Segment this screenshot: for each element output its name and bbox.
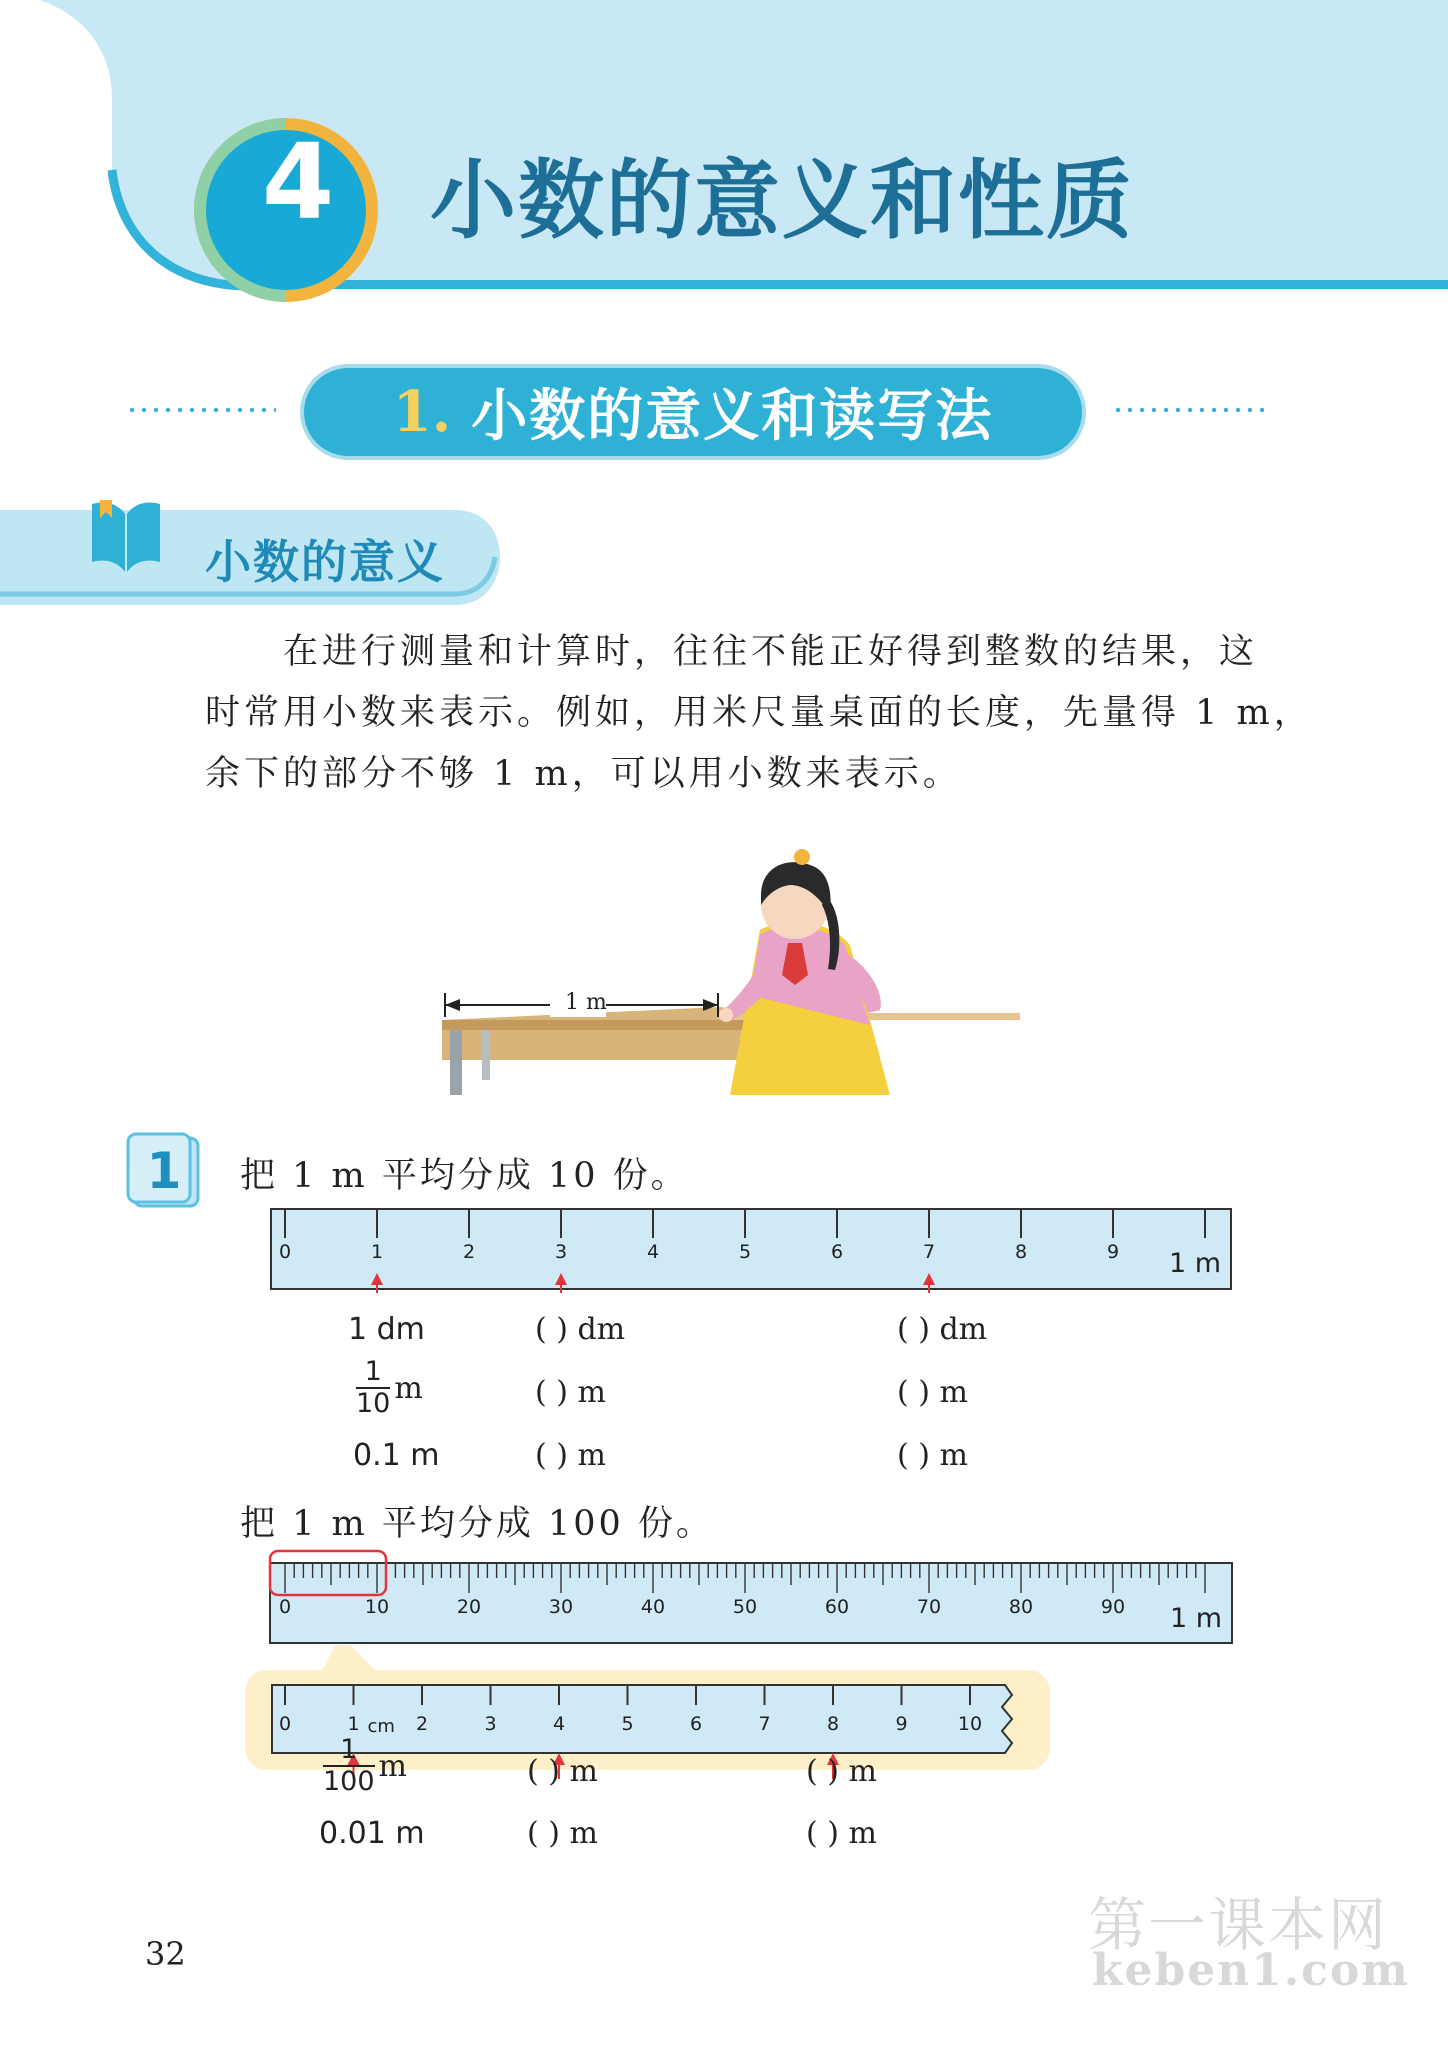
zoom-ruler-tick-label: 6 [689, 1713, 703, 1735]
ruler-tick-label: 70 [916, 1596, 942, 1618]
ruler-tick-label: 9 [1106, 1241, 1120, 1263]
watermark-en: keben1.com [1092, 1945, 1410, 1996]
zoom-ruler-tick-label: 5 [621, 1713, 634, 1735]
intro-paragraph [205, 622, 1313, 805]
ruler-tick-label: 30 [548, 1596, 574, 1618]
ruler-tick-label: 20 [456, 1596, 482, 1618]
ruler-tick-label: 0 [278, 1596, 292, 1618]
ruler-hundredths [240, 1545, 1240, 1855]
ruler-tick-label: 4 [646, 1241, 660, 1263]
ruler-tick-label: 50 [732, 1596, 758, 1618]
blank-m-b: ( ) m [897, 1375, 968, 1410]
ruler-tick-label: 60 [824, 1596, 850, 1618]
zoom-ruler-tick-label: 0 [278, 1713, 292, 1735]
section-heading [300, 364, 1086, 460]
open-book-icon [88, 496, 164, 580]
given-fraction-hundredth [323, 1736, 407, 1796]
ruler-tick-label: 90 [1100, 1596, 1126, 1618]
blank-m-a: ( ) m [535, 1375, 606, 1410]
section-title: 小数的意义和读写法 [471, 383, 994, 449]
part1-prompt: 把 1 m 平均分成 10 份。 [240, 1156, 689, 1196]
denominator: 100 [323, 1766, 375, 1797]
blank-m-f: ( ) m [806, 1754, 877, 1789]
ruler-tick-label: 5 [738, 1241, 752, 1263]
measuring-illustration [430, 835, 1030, 1100]
zoom-unit-label: cm [367, 1716, 395, 1737]
ruler-tick-label: 2 [462, 1241, 476, 1263]
zoom-ruler-tick-label: 8 [826, 1713, 840, 1735]
blank-dm-a: ( ) dm [535, 1312, 626, 1347]
zoom-ruler-tick-label: 2 [415, 1713, 429, 1735]
zoom-ruler-tick-label: 4 [552, 1713, 566, 1735]
section-dots-right [1112, 407, 1264, 413]
ruler-end-label: 1 m [1168, 1248, 1221, 1279]
given-0.1m: 0.1 m [353, 1438, 440, 1473]
ruler-tick-label: 8 [1014, 1241, 1028, 1263]
ruler-tick-label: 10 [364, 1596, 390, 1618]
given-0.01m: 0.01 m [319, 1816, 425, 1851]
ruler-tick-label: 0 [278, 1241, 292, 1263]
fraction [323, 1736, 375, 1796]
denominator: 10 [356, 1388, 391, 1419]
ruler-end-label: 1 m [1169, 1603, 1222, 1634]
blank-m-c: ( ) m [535, 1438, 606, 1473]
subsection-title: 小数的意义 [205, 535, 445, 589]
watermark-cn: 第一课本网 [1088, 1891, 1389, 1959]
blank-m-e: ( ) m [527, 1754, 598, 1789]
intro-line: 时常用小数来表示。例如，用米尺量桌面的长度，先量得 1 m， [205, 693, 1313, 733]
example-number: 1 [146, 1142, 182, 1200]
section-dots-left [126, 407, 276, 413]
intro-line: 在进行测量和计算时，往往不能正好得到整数的结果，这 [283, 632, 1259, 672]
ruler-tick-label: 40 [640, 1596, 666, 1618]
blank-m-d: ( ) m [897, 1438, 968, 1473]
given-fraction-tenth [356, 1358, 423, 1418]
zoom-ruler-tick-label: 9 [895, 1713, 908, 1735]
given-1dm: 1 dm [348, 1312, 425, 1347]
fraction-unit: m [378, 1748, 407, 1784]
ruler-tick-label: 1 [370, 1241, 384, 1263]
ruler-tenths [270, 1208, 1235, 1293]
section-number: 1. [392, 379, 452, 445]
numerator: 1 [340, 1734, 358, 1765]
blank-dm-b: ( ) dm [897, 1312, 988, 1347]
numerator: 1 [364, 1356, 382, 1387]
chapter-title: 小数的意义和性质 [430, 150, 1134, 251]
blank-m-g: ( ) m [527, 1816, 598, 1851]
intro-line: 余下的部分不够 1 m，可以用小数来表示。 [205, 754, 962, 794]
ruler-tick-label: 7 [922, 1241, 936, 1263]
zoom-ruler-tick-label: 1 [347, 1713, 360, 1735]
chapter-number: 4 [261, 121, 335, 243]
part2-prompt: 把 1 m 平均分成 100 份。 [240, 1504, 714, 1544]
ruler-tick-label: 6 [830, 1241, 844, 1263]
ruler-tick-label: 3 [554, 1241, 568, 1263]
fraction [356, 1358, 390, 1418]
blank-m-h: ( ) m [806, 1816, 877, 1851]
zoom-ruler-tick-label: 10 [957, 1713, 983, 1735]
page-number: 32 [145, 1935, 186, 1973]
fraction-unit: m [394, 1370, 423, 1406]
ruler-tick-label: 80 [1008, 1596, 1034, 1618]
zoom-ruler-tick-label: 3 [484, 1713, 497, 1735]
zoom-ruler-tick-label: 7 [758, 1713, 771, 1735]
table-length-label: 1 m [565, 990, 607, 1015]
